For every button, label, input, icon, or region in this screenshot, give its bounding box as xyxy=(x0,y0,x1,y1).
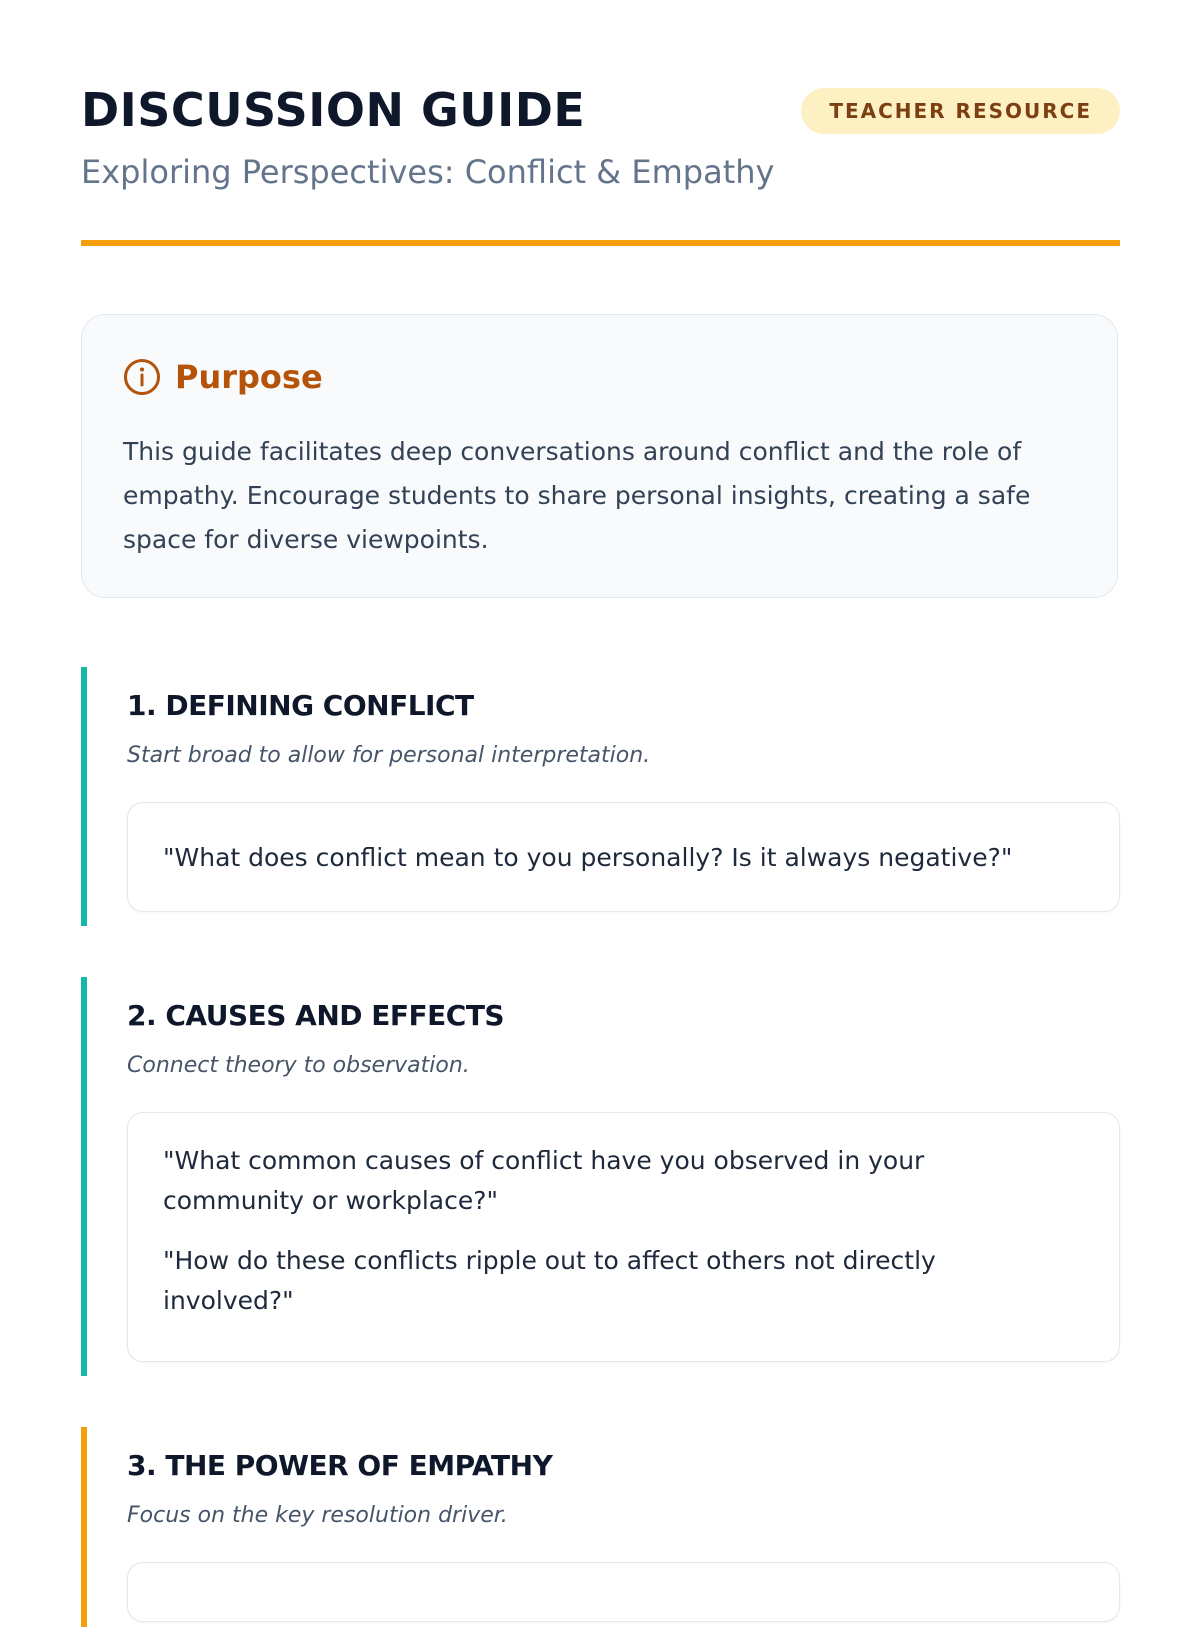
teacher-resource-badge: TEACHER RESOURCE xyxy=(801,88,1120,134)
section-title: 3. THE POWER OF EMPATHY xyxy=(127,1449,553,1482)
section-power-of-empathy xyxy=(81,1427,1120,1627)
discussion-guide-page xyxy=(81,0,1120,1528)
page-title: DISCUSSION GUIDE xyxy=(81,83,586,137)
section-accent-bar xyxy=(81,977,87,1376)
question-text: "How do these conflicts ripple out to affect others not directly involved?" xyxy=(163,1246,936,1315)
question-text: "What does conflict mean to you personally? Is it always negative?" xyxy=(163,843,1013,872)
page-subtitle: Exploring Perspectives: Conflict & Empathy xyxy=(81,153,775,191)
section-accent-bar xyxy=(81,667,87,926)
section-hint: Connect theory to observation. xyxy=(127,1053,470,1078)
section-defining-conflict xyxy=(81,667,1120,926)
question-text: "What common causes of conflict have you observed in your community or workplace?" xyxy=(163,1146,925,1215)
section-hint: Focus on the key resolution driver. xyxy=(127,1503,508,1528)
purpose-title: Purpose xyxy=(175,358,323,396)
question-card xyxy=(127,802,1120,912)
header-divider xyxy=(81,240,1120,246)
section-hint: Start broad to allow for personal interpretation. xyxy=(127,743,651,768)
question-card xyxy=(127,1562,1120,1622)
section-causes-and-effects xyxy=(81,977,1120,1376)
section-title: 1. DEFINING CONFLICT xyxy=(127,689,474,722)
purpose-card xyxy=(81,314,1118,598)
purpose-heading xyxy=(123,357,323,397)
purpose-text: This guide facilitates deep conversations around conflict and the role of empathy. Encourage students to share personal insights, creating a safe space for diverse viewpoints. xyxy=(123,437,1031,554)
section-accent-bar xyxy=(81,1427,87,1627)
guide-header xyxy=(81,0,1120,242)
info-icon xyxy=(123,358,161,396)
question-card xyxy=(127,1112,1120,1362)
section-title: 2. CAUSES AND EFFECTS xyxy=(127,999,505,1032)
